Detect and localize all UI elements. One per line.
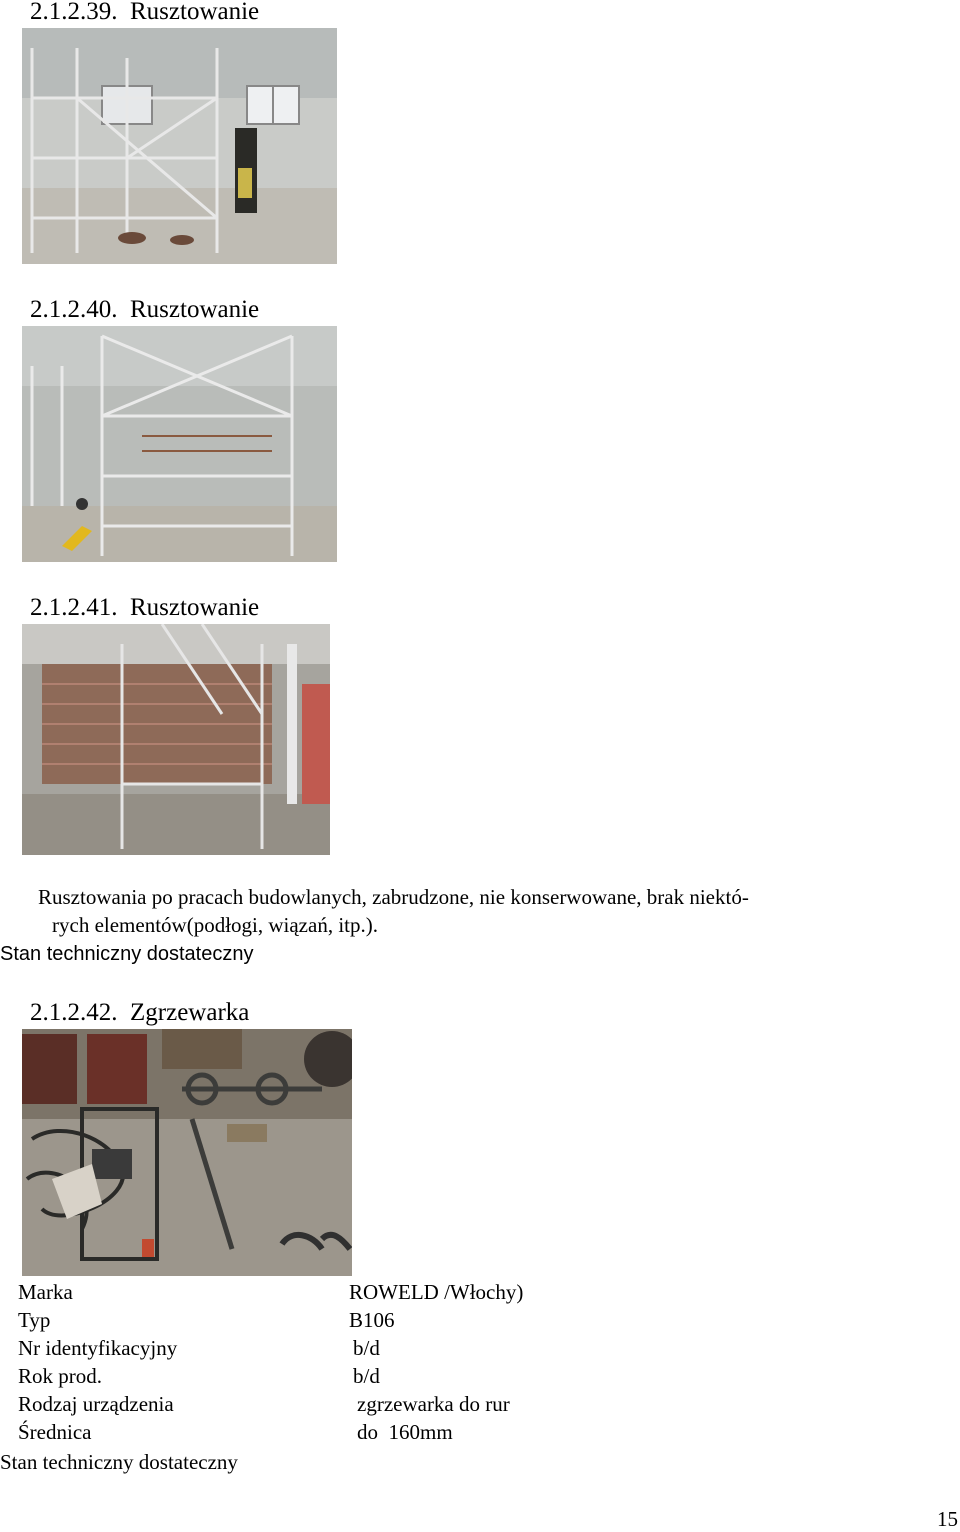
spec-label-marka: Marka [18,1280,73,1304]
description-line-2: rych elementów(podłogi, wiązań, itp.). [52,913,378,937]
spec-value-marka: ROWELD /Włochy) [349,1280,524,1304]
section-heading-42 [30,999,249,1027]
scaffolding-photo-39 [22,28,337,264]
spec-label-rok: Rok prod. [18,1364,102,1388]
section-number: 2.1.2.42. [30,999,118,1026]
section-number: 2.1.2.41. [30,594,118,621]
spec-value-rodzaj: zgrzewarka do rur [357,1392,510,1416]
section-title: Zgrzewarka [130,999,250,1026]
section-title: Rusztowanie [130,0,260,25]
welder-photo-42 [22,1029,352,1276]
spec-value-nr: b/d [353,1336,380,1360]
condition-text-2: Stan techniczny dostateczny [0,1450,238,1474]
section-heading-40 [30,296,259,324]
description-line-1: Rusztowania po pracach budowlanych, zabrudzone, nie konserwowane, brak niektó- [38,885,749,909]
section-heading-39 [30,0,259,26]
spec-value-typ: B106 [349,1308,395,1332]
spec-value-rok: b/d [353,1364,380,1388]
spec-label-rodzaj: Rodzaj urządzenia [18,1392,174,1416]
spec-value-srednica: do 160mm [357,1420,453,1444]
spec-label-nr: Nr identyfikacyjny [18,1336,178,1360]
scaffolding-photo-40 [22,326,337,562]
section-title: Rusztowanie [130,594,260,621]
section-heading-41 [30,594,259,622]
scaffolding-photo-41 [22,624,330,855]
condition-text: Stan techniczny dostateczny [0,943,254,965]
spec-label-srednica: Średnica [18,1420,92,1444]
page-number: 15 [937,1507,958,1531]
spec-label-typ: Typ [18,1308,51,1332]
section-number: 2.1.2.40. [30,296,118,323]
section-title: Rusztowanie [130,296,260,323]
section-number: 2.1.2.39. [30,0,118,25]
